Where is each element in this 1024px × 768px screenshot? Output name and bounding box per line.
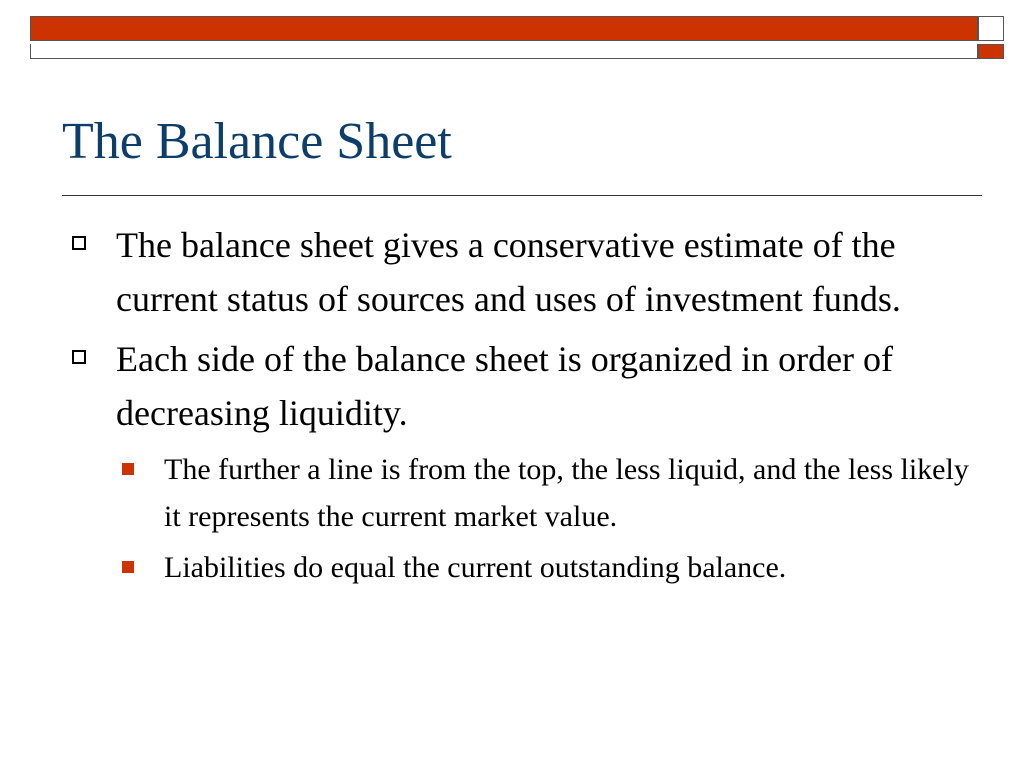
slide-content xyxy=(62,218,972,595)
hollow-square-bullet-icon xyxy=(72,236,86,250)
bullet-item xyxy=(62,332,972,440)
slide-title: The Balance Sheet xyxy=(62,113,452,170)
sub-bullet-text: Liabilities do equal the current outstanding balance. xyxy=(164,551,787,584)
sub-bullet-item xyxy=(62,446,972,540)
top-accent-underline xyxy=(30,44,978,59)
corner-box-white xyxy=(978,16,1004,41)
bullet-text: The balance sheet gives a conservative estimate of the current status of sources and uses of investment funds. xyxy=(116,225,901,319)
filled-square-bullet-icon xyxy=(122,561,134,573)
hollow-square-bullet-icon xyxy=(72,350,86,364)
bullet-text: Each side of the balance sheet is organized in order of decreasing liquidity. xyxy=(116,339,894,433)
top-accent-bar xyxy=(30,16,978,41)
corner-box-red xyxy=(978,44,1004,59)
bullet-item xyxy=(62,218,972,326)
title-divider xyxy=(62,195,982,196)
sub-bullet-item xyxy=(62,544,972,591)
filled-square-bullet-icon xyxy=(122,463,134,475)
sub-bullet-text: The further a line is from the top, the less liquid, and the less likely it represents the current market value. xyxy=(164,453,969,533)
